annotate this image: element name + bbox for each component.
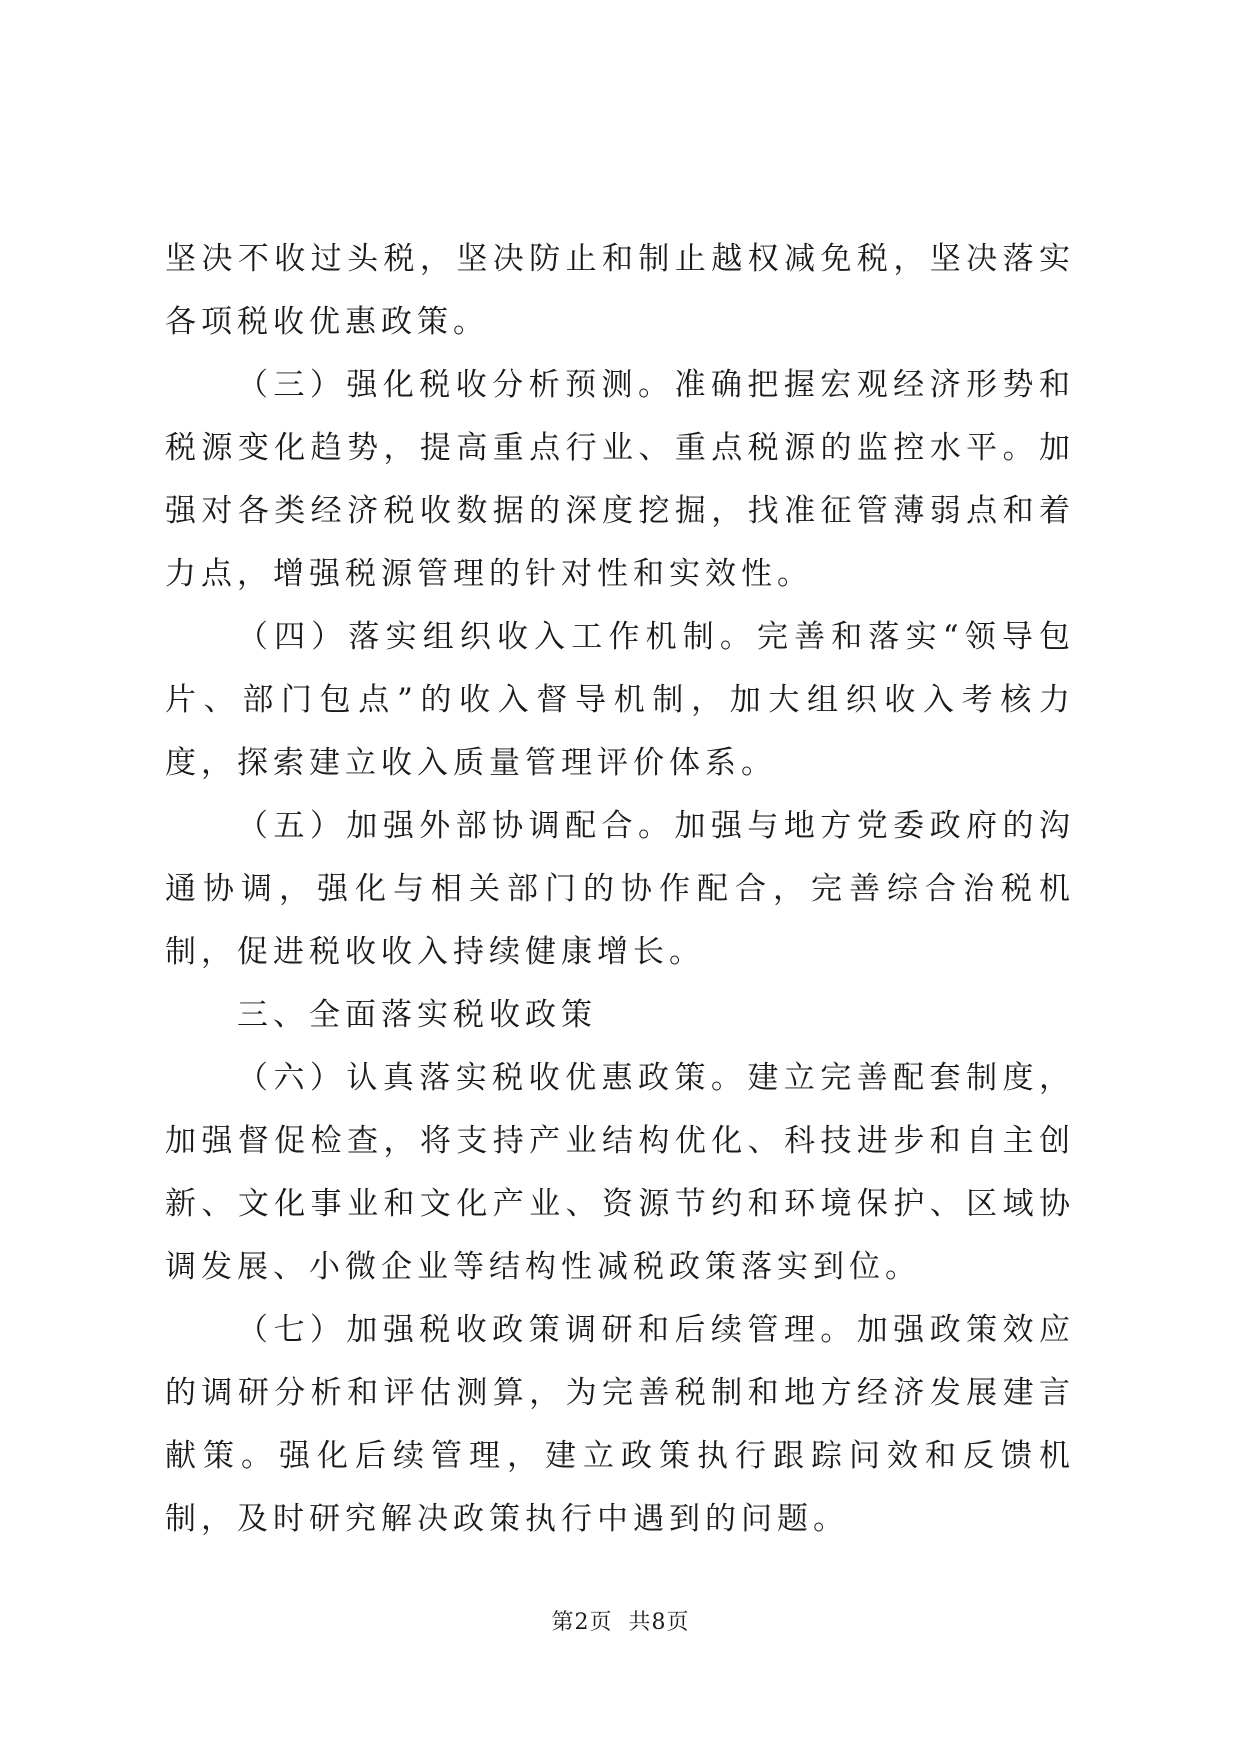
page-number: 第2页 bbox=[551, 1610, 613, 1635]
paragraph-section-3-analysis: （三）强化税收分析预测。准确把握宏观经济形势和税源变化趋势，提高重点行业、重点税源的监控水平。加强对各类经济税收数据的深度挖掘，找准征管薄弱点和着力点，增强税源管理的针对性和实效性。 bbox=[165, 367, 1075, 592]
paragraph-section-7-policy-research: （七）加强税收政策调研和后续管理。加强政策效应的调研分析和评估测算，为完善税制和地方经济发展建言献策。强化后续管理，建立政策执行跟踪问效和反馈机制，及时研究解决政策执行中遇到的问题。 bbox=[165, 1312, 1075, 1537]
page-footer bbox=[0, 1608, 1241, 1638]
paragraph-section-4-mechanism: （四）落实组织收入工作机制。完善和落实“领导包片、部门包点”的收入督导机制，加大组织收入考核力度，探索建立收入质量管理评价体系。 bbox=[165, 619, 1075, 781]
document-body bbox=[165, 228, 1075, 1551]
paragraph-section-5-coordination: （五）加强外部协调配合。加强与地方党委政府的沟通协调，强化与相关部门的协作配合，完善综合治税机制，促进税收收入持续健康增长。 bbox=[165, 808, 1075, 970]
paragraph-continuation: 坚决不收过头税，坚决防止和制止越权减免税，坚决落实各项税收优惠政策。 bbox=[165, 241, 1075, 340]
paragraph-section-6-preferential-policy: （六）认真落实税收优惠政策。建立完善配套制度，加强督促检查，将支持产业结构优化、科技进步和自主创新、文化事业和文化产业、资源节约和环境保护、区域协调发展、小微企业等结构性减税政策落实到位。 bbox=[165, 1060, 1075, 1285]
page-total: 共8页 bbox=[628, 1610, 690, 1635]
section-heading-tax-policy: 三、全面落实税收政策 bbox=[237, 997, 597, 1033]
